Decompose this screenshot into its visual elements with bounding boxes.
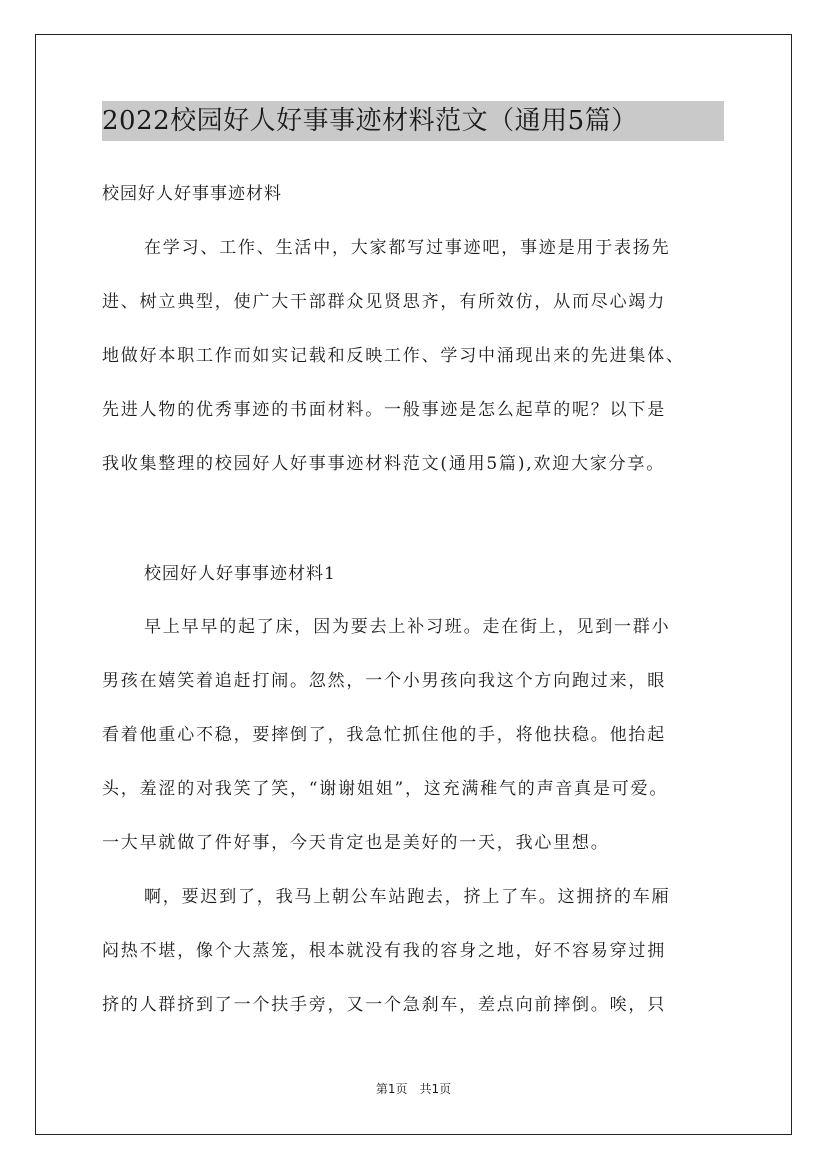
intro-line-2: 进、树立典型，使广大干部群众见贤思齐，有所效仿，从而尽心竭力 [102, 292, 666, 312]
para2-line-2: 闷热不堪，像个大蒸笼，根本就没有我的容身之地，好不容易穿过拥 [102, 941, 666, 961]
intro-line-1: 在学习、工作、生活中，大家都写过事迹吧，事迹是用于表扬先 [144, 238, 671, 258]
intro-line-4: 先进人物的优秀事迹的书面材料。一般事迹是怎么起草的呢？以下是 [102, 400, 666, 420]
para1-line-1: 早上早早的起了床，因为要去上补习班。走在街上，见到一群小 [144, 617, 671, 637]
para1-line-3: 看着他重心不稳，要摔倒了，我急忙抓住他的手，将他扶稳。他抬起 [102, 725, 666, 745]
para1-line-2: 男孩在嬉笑着追赶打闹。忽然，一个小男孩向我这个方向跑过来，眼 [102, 671, 666, 691]
intro-line-3: 地做好本职工作而如实记载和反映工作、学习中涌现出来的先进集体、 [102, 346, 685, 366]
para1-line-5: 一大早就做了件好事，今天肯定也是美好的一天，我心里想。 [102, 833, 610, 853]
para1-line-4: 头，羞涩的对我笑了笑，“谢谢姐姐”，这充满稚气的声音真是可爱。 [102, 779, 669, 799]
subheading: 校园好人好事事迹材料 [102, 184, 282, 204]
section-heading: 校园好人好事事迹材料1 [144, 564, 336, 584]
intro-line-5: 我收集整理的校园好人好事事迹材料范文(通用5篇),欢迎大家分享。 [102, 454, 666, 474]
para2-line-1: 啊，要迟到了，我马上朝公车站跑去，挤上了车。这拥挤的车厢 [144, 887, 671, 907]
para2-line-3: 挤的人群挤到了一个扶手旁，又一个急刹车，差点向前摔倒。唉，只 [102, 995, 666, 1015]
document-title: 2022校园好人好事事迹材料范文（通用5篇） [102, 101, 724, 141]
page-footer: 第1页 共1页 [375, 1082, 452, 1096]
